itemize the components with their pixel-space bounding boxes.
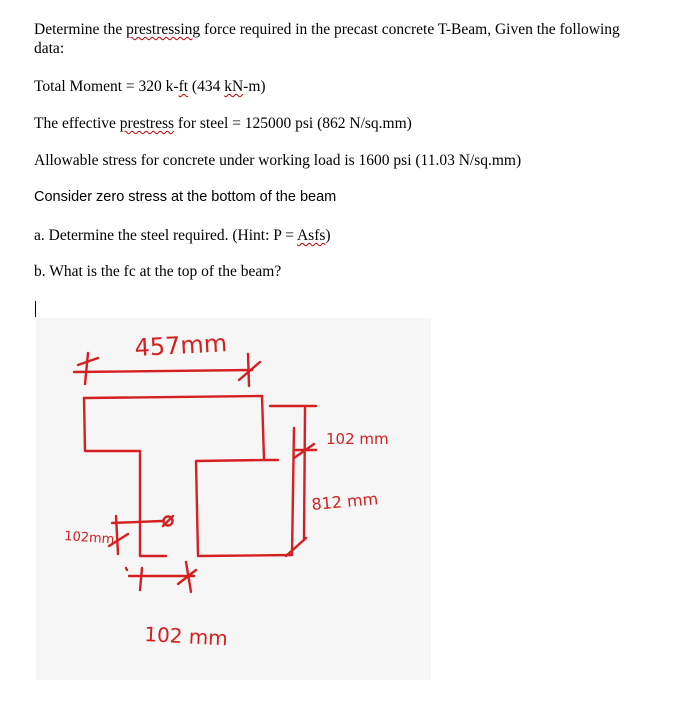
- steel-offset-label: 102mm: [63, 529, 115, 548]
- spellcheck-word-kn: kN: [224, 78, 244, 95]
- intro-text-a: Determine the: [34, 21, 127, 38]
- intro-line-2: data:: [34, 40, 65, 57]
- flange-depth-label: 102 mm: [326, 430, 389, 448]
- prestress-text-a: The effective: [34, 115, 120, 132]
- total-depth-label: 812 mm: [310, 489, 379, 514]
- total-moment-line: [34, 77, 266, 96]
- t-beam-sketch: [36, 318, 431, 680]
- question-a-line: [34, 226, 331, 245]
- web-width-label: 102 mm: [143, 622, 229, 651]
- spellcheck-word-prestressing: prestressing: [126, 21, 201, 38]
- question-a-text-b: ): [325, 227, 331, 244]
- web-width-dot: [126, 568, 127, 570]
- prestress-text-b: for steel = 125000 psi (862 N/sq.mm): [174, 115, 412, 132]
- intro-text-b: force required in the precast concrete T-Beam, Given the following: [200, 21, 620, 38]
- flange-width-label: 457mm: [133, 329, 228, 362]
- moment-text-c: -m): [243, 78, 266, 95]
- depth-dim-line: [304, 408, 305, 540]
- zero-stress-line: Consider zero stress at the bottom of the beam: [34, 189, 337, 205]
- question-b-line: b. What is the fc at the top of the beam?: [34, 263, 282, 280]
- moment-text-b: (434: [188, 78, 225, 95]
- moment-text-a: Total Moment = 320 k-: [34, 78, 179, 95]
- intro-line-1: [34, 20, 620, 39]
- spellcheck-word-asfs: Asfs: [296, 227, 326, 244]
- effective-prestress-line: [34, 114, 412, 133]
- allowable-stress-line: Allowable stress for concrete under working load is 1600 psi (11.03 N/sq.mm): [34, 152, 522, 169]
- question-a-text-a: a. Determine the steel required. (Hint: P =: [34, 227, 297, 244]
- spellcheck-word-ft: ft: [178, 78, 189, 95]
- spellcheck-word-prestress: prestress: [119, 115, 175, 132]
- text-cursor: [35, 301, 36, 317]
